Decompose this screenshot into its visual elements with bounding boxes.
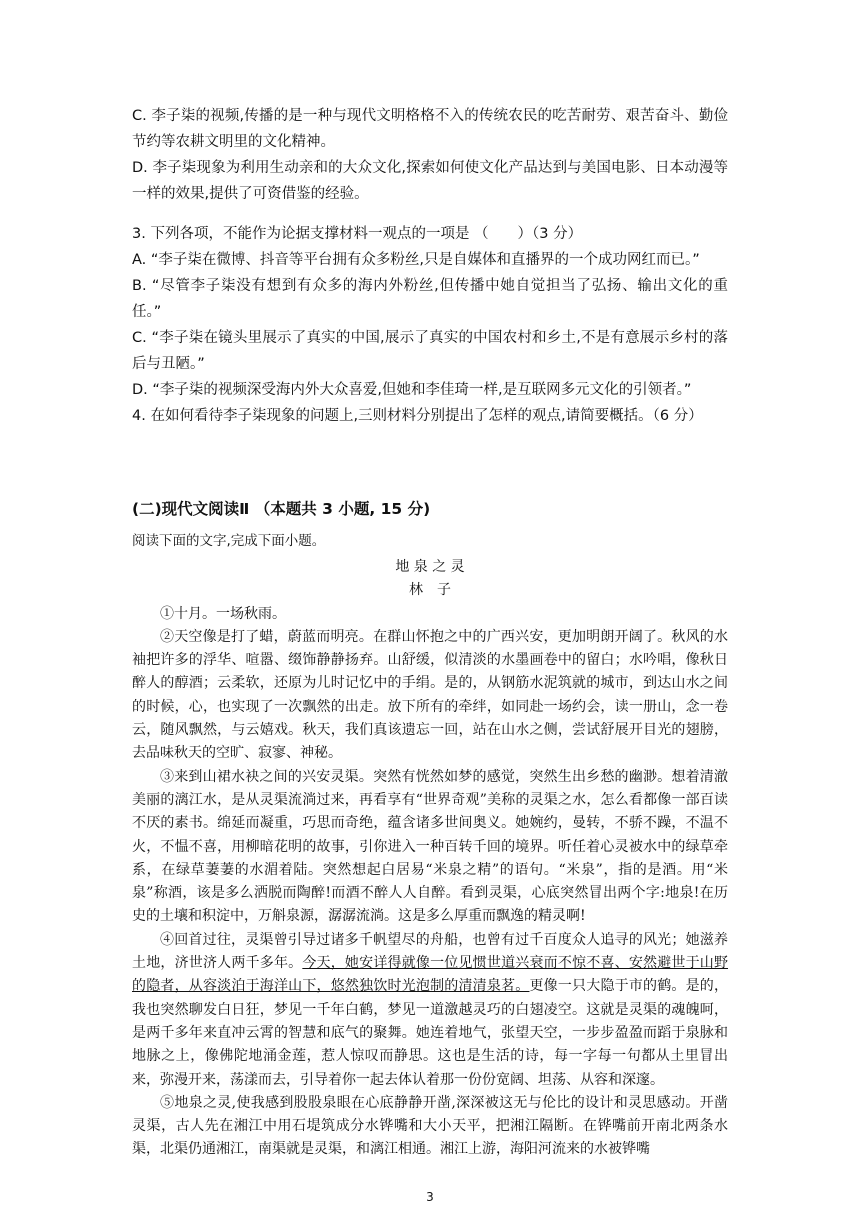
section-2-instruction-block (132, 528, 728, 554)
article-paragraph-2: ②天空像是打了蜡，蔚蓝而明亮。在群山怀抱之中的广西兴安，更加明朗开阔了。秋风的水袖把许多的浮华、喧嚣、缀饰静静扬弃。山舒缓，似清淡的水墨画卷中的留白；水吟唱，像秋日醉人的醇酒；云柔软，还原为儿时记忆中的手绢。是的，从钢筋水泥筑就的城市，到达山水之间的时候，心，也实现了一次飘然的出走。放下所有的牵绊，如同赴一场约会，读一册山，念一卷云，随风飘然，与云嬉戏。秋天，我们真该遗忘一回，站在山水之侧，尝试舒展开目光的翅膀，去品味秋天的空旷、寂寥、神秘。 (132, 628, 728, 762)
article-title: 地 泉 之 灵 (395, 559, 465, 575)
question-3-option-c: C. “李子柒在镜头里展示了真实的中国,展示了真实的中国农村和乡土,不是有意展示乡村的落后与丑陋。” (132, 330, 728, 372)
question-2-options (132, 103, 728, 207)
question-3-option-d: D. “李子柒的视频深受海内外大众喜爱,但她和李佳琦一样,是互联网多元文化的引领者。” (132, 382, 692, 398)
option-c: C. 李子柒的视频,传播的是一种与现代文明格格不入的传统农民的吃苦耐劳、艰苦奋斗、勤俭节约等农耕文明里的文化精神。 (132, 108, 728, 150)
question-4-stem: 4. 在如何看待李子柒现象的问题上,三则材料分别提出了怎样的观点,请简要概括。（6 分） (132, 408, 703, 424)
article-paragraph-3: ③来到山裙水袂之间的兴安灵渠。突然有恍然如梦的感觉，突然生出乡愁的幽渺。想着清澈美丽的漓江水，是从灵渠流淌过来，再看享有“世界奇观”美称的灵渠之水，怎么看都像一部百读不厌的素书。绵延而凝重，巧思而奇绝，蕴含诸多世间奥义。她婉约，曼转，不骄不躁，不温不火，不愠不喜，用柳暗花明的故事，引你进入一种百转千回的境界。听任着心灵被水中的绿草牵系，在绿草萋萋的水湄着陆。突然想起白居易“米泉之精”的语句。“米泉”，指的是酒。用“米泉”称酒，该是多么洒脱而陶醉!而酒不醉人人自醉。看到灵渠，心底突然冒出两个字:地泉!在历史的土壤和积淀中，万斛泉源，潺潺流淌。这是多么厚重而飘逸的精灵啊! (132, 768, 728, 925)
question-3-stem: 3. 下列各项，不能作为论据支撑材料一观点的一项是 （ ）（3 分） (132, 226, 583, 242)
article-author: 林 子 (409, 582, 451, 599)
article (132, 556, 728, 1162)
underlined-sentence: 今天，她安详得就像一位见惯世道兴衰而不惊不喜、安然避世于山野的隐者，从容淡泊于海洋山下，悠然独饮时光泡制的清清泉茗。 (132, 955, 729, 995)
option-d: D. 李子柒现象为利用生动亲和的大众文化,探索如何使文化产品达到与美国电影、日本动漫等一样的效果,提供了可资借鉴的经验。 (132, 160, 728, 202)
article-paragraph-4-end: 更像一只大隐于市的鹤。是的，我也突然聊发白日狂，梦见一千年白鹤，梦见一道激越灵巧的白翅凌空。这就是灵渠的魂魄呵，是两千多年来直冲云霄的智慧和底气的聚舞。她连着地气，张望天空，一步步盈盈而蹈于泉脉和地脉之上，像佛陀地涌金莲，惹人惊叹而静思。这也是生活的诗，每一字每一句都从土里冒出来，弥漫开来，荡漾而去，引导着你一起去体认着那一份份宽阔、坦荡、从容和深邃。 (132, 978, 729, 1088)
article-paragraph-1: ①十月。一场秋雨。 (160, 605, 286, 622)
article-paragraph-4 (132, 929, 728, 1092)
section-2-header (132, 496, 728, 522)
article-paragraph-5: ⑤地泉之灵,使我感到股股泉眼在心底静静开凿,深深被这无与伦比的设计和灵思感动。开凿灵渠，古人先在湘江中用石堤筑成分水铧嘴和大小天平，把湘江隔断。在铧嘴前开南北两条水渠，北渠仍通湘江，南渠就是灵渠，和漓江相通。湘江上游，海阳河流来的水被铧嘴 (132, 1094, 728, 1158)
question-3-option-b: B. “尽管李子柒没有想到有众多的海内外粉丝,但传播中她自觉担当了弘扬、输出文化的重任。” (132, 278, 728, 320)
question-3-option-a: A. “李子柒在微博、抖音等平台拥有众多粉丝,只是自媒体和直播界的一个成功网红而已。” (132, 252, 700, 268)
article-paragraph-4-start: ④回首过往，灵渠曾引导过诸多千帆望尽的舟船，也曾有过千百度众人追寻的风光；她滋养土地，济世济人两千多年。 (132, 931, 728, 972)
section-2-heading: (二)现代文阅读Ⅱ （本题共 3 小题, 15 分) (132, 500, 431, 518)
question-3 (132, 221, 728, 429)
page-number: 3 (426, 1190, 434, 1204)
section-2-instruction: 阅读下面的文字,完成下面小题。 (132, 533, 326, 549)
